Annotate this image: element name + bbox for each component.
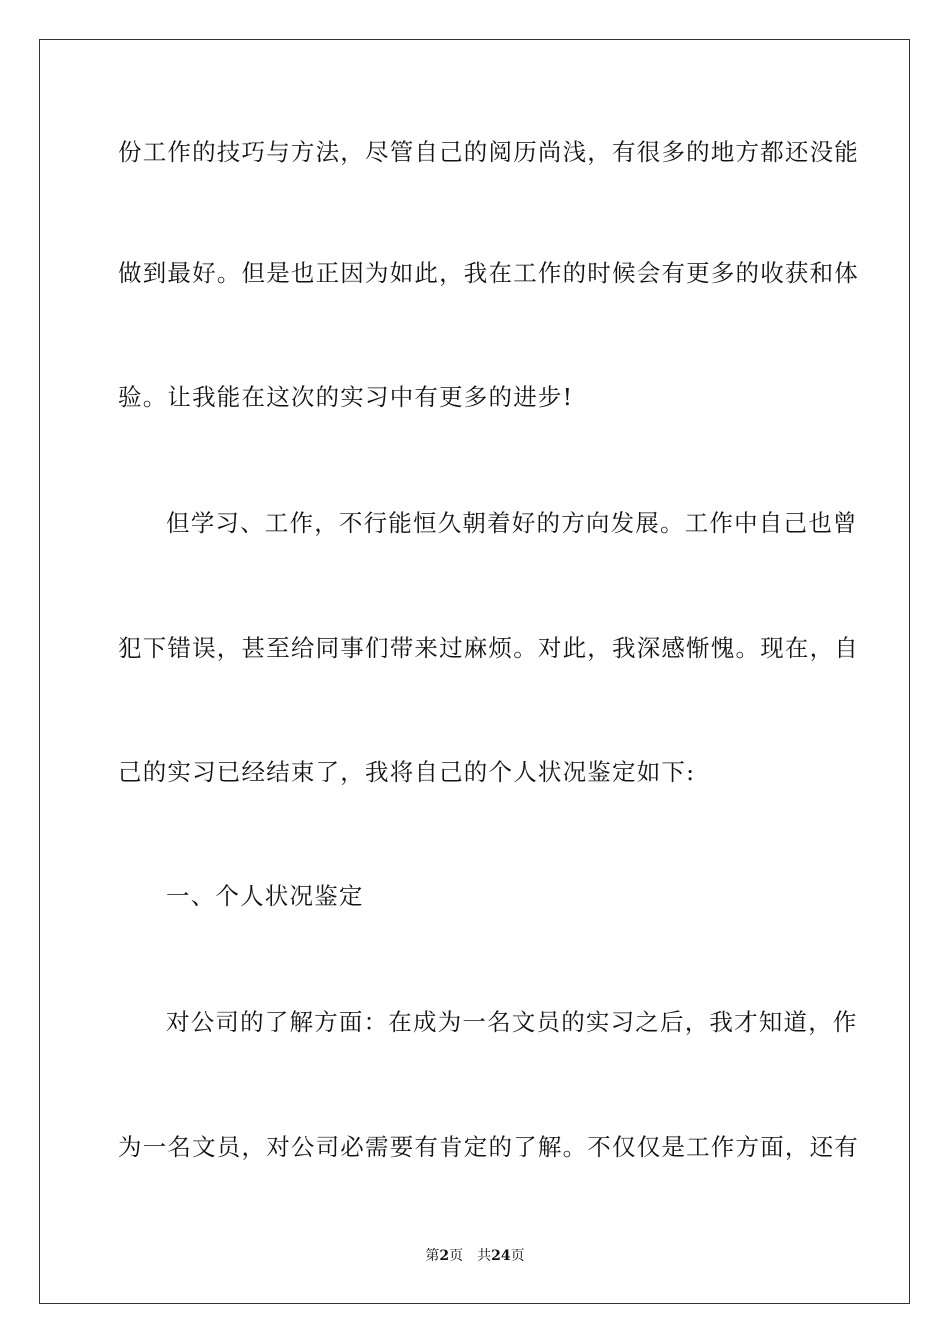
section-heading: 一、个人状况鉴定 — [166, 882, 364, 910]
page-footer — [0, 1246, 950, 1266]
total-suffix: 页 — [510, 1248, 525, 1264]
paragraph-line-1: 但学习、工作，不行能恒久朝着好的方向发展。工作中自己也曾 — [166, 509, 858, 537]
body-line-2: 做到最好。但是也正因为如此，我在工作的时候会有更多的收获和体 — [118, 259, 859, 287]
section-line-2: 为一名文员，对公司必需要有肯定的了解。不仅仅是工作方面，还有 — [118, 1133, 859, 1161]
page-border — [39, 39, 910, 1304]
page-prefix: 第 — [425, 1248, 440, 1264]
page-number: 2 — [439, 1248, 450, 1264]
body-line-1: 份工作的技巧与方法，尽管自己的阅历尚浅，有很多的地方都还没能 — [118, 138, 859, 166]
total-pages: 24 — [491, 1248, 511, 1264]
page-suffix: 页 — [449, 1248, 464, 1264]
paragraph-line-2: 犯下错误，甚至给同事们带来过麻烦。对此，我深感惭愧。现在，自 — [118, 634, 859, 662]
paragraph-line-3: 己的实习已经结束了，我将自己的个人状况鉴定如下: — [118, 758, 696, 786]
total-prefix: 共 — [477, 1248, 492, 1264]
body-line-3: 验。让我能在这次的实习中有更多的进步! — [118, 383, 574, 411]
section-line-1: 对公司的了解方面：在成为一名文员的实习之后，我才知道，作 — [166, 1008, 858, 1036]
